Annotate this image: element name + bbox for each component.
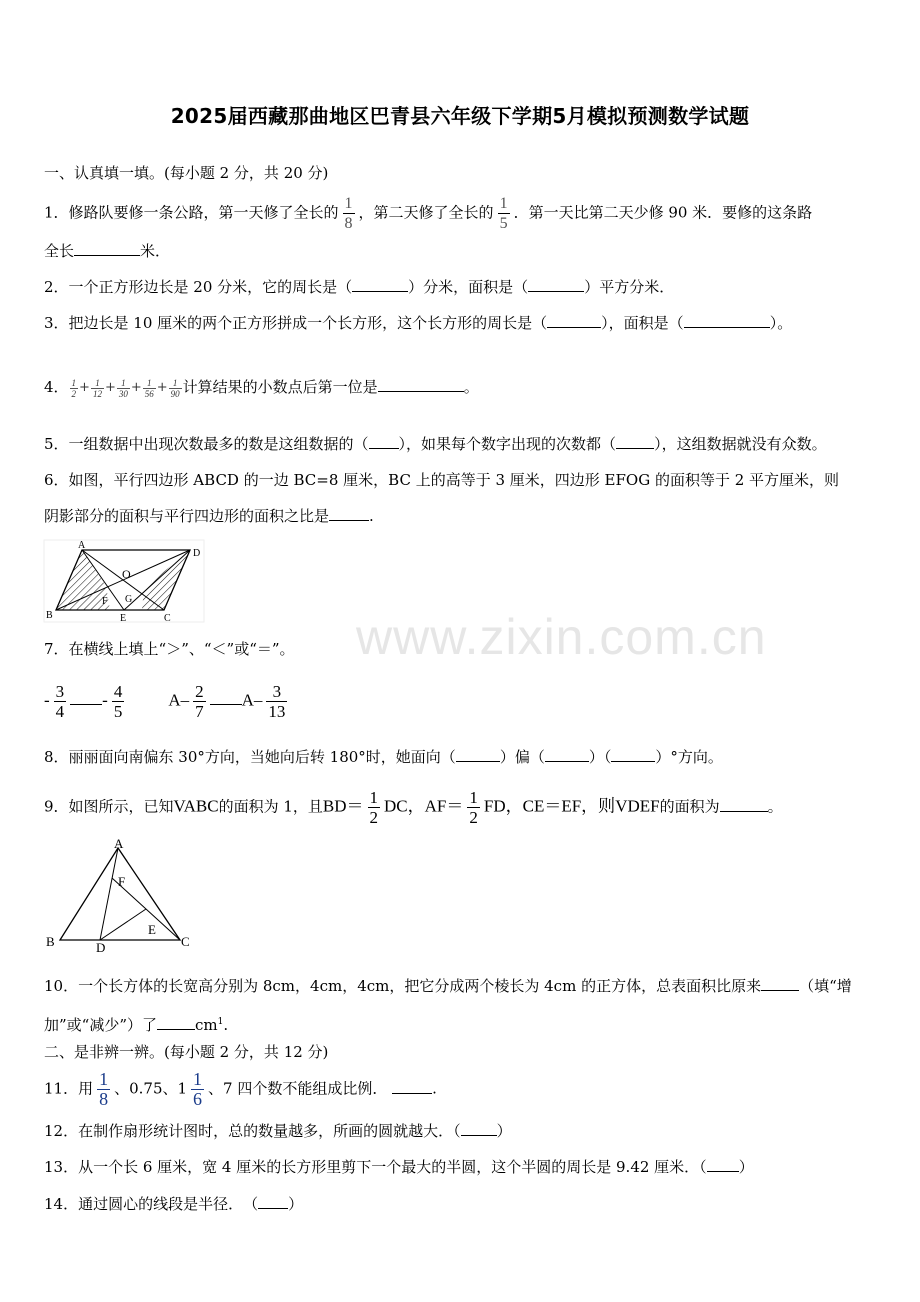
q4-f3-num: 1	[117, 378, 130, 389]
q11-fraction-1	[97, 1070, 110, 1109]
q4-fraction-2	[91, 378, 104, 399]
q2-text-b: ）分米，面积是（	[408, 278, 529, 296]
q4-text-a: 4．	[44, 378, 69, 396]
q2-text-a: 2．一个正方形边长是 20 分米，它的周长是（	[44, 278, 353, 296]
q5-blank-2[interactable]	[616, 434, 654, 449]
q14-text-b: ）	[288, 1195, 304, 1213]
question-8	[44, 746, 723, 768]
q1-text-e: 米．	[140, 242, 171, 260]
q9-bd: BD＝	[322, 796, 364, 816]
q10-blank-2[interactable]	[157, 1015, 195, 1030]
q8-text-d: ）°方向。	[655, 748, 723, 766]
q5-blank-1[interactable]	[369, 434, 399, 449]
q7-fraction-2	[112, 682, 125, 721]
q11-text-a: 11．用	[44, 1079, 94, 1098]
question-1-line-2	[44, 240, 170, 262]
q7-blank-1[interactable]	[70, 690, 102, 705]
q3-blank-1[interactable]	[547, 313, 601, 328]
q7-f1-num: 3	[55, 682, 65, 701]
q9-f2-den: 2	[469, 808, 478, 827]
q8-text-a: 8．丽丽面向南偏东 30°方向，当她向后转 180°时，她面向（	[44, 748, 456, 766]
q4-plus-4: +	[156, 380, 168, 395]
q13-text-b: ）	[738, 1158, 754, 1176]
q9-fraction-1	[368, 788, 381, 827]
q9-blank[interactable]	[720, 797, 768, 812]
question-14	[44, 1193, 303, 1215]
q9-af: AF＝	[424, 796, 464, 816]
question-7-comparisons: - $\frac{3}{4}$ - $\frac{4}{5}$ A– $\frac{2}{7}$ A– $\frac{3}{13}$	[44, 682, 286, 721]
q9-fd: FD，	[483, 796, 523, 816]
q6-blank[interactable]	[329, 506, 369, 521]
q8-text-b: ）偏（	[499, 748, 545, 766]
q10-text-a: 10．一个长方体的长宽高分别为 8cm，4cm，4cm，把它分成两个棱长为 4cm 的正方体，总表面积比原来	[44, 977, 762, 995]
q4-f5-den: 90	[170, 388, 180, 399]
q4-plus-1: +	[79, 380, 90, 395]
q4-plus-3: +	[130, 380, 142, 395]
q7-blank-2[interactable]	[210, 690, 242, 705]
q7-f4-den: 13	[268, 702, 286, 721]
q1-text-a: 1．修路队要修一条公路，第一天修了全长的	[44, 203, 339, 222]
q4-f4-num: 1	[143, 378, 156, 389]
q11-text-c: 、7 四个数不能组成比例．	[208, 1079, 388, 1098]
question-3	[44, 312, 792, 334]
q2-text-c: ）平方分米．	[584, 278, 675, 296]
q10-superscript: 1	[217, 1017, 224, 1027]
q9-triangle-abc: VABC	[173, 796, 219, 816]
q9-label-a: A	[114, 836, 124, 851]
q1-f1-num: 1	[344, 195, 353, 212]
q2-blank-1[interactable]	[352, 277, 408, 292]
question-9	[44, 788, 783, 827]
q7-a-2: A	[241, 690, 254, 710]
q11-f2-num: 1	[193, 1069, 203, 1089]
q9-triangle-figure	[42, 836, 198, 952]
q3-blank-2[interactable]	[684, 313, 770, 328]
question-5	[44, 433, 827, 455]
watermark: www.zixin.com.cn	[356, 609, 767, 665]
q9-dc: DC，	[384, 796, 425, 816]
q7-f2-num: 4	[113, 682, 123, 701]
q1-text-b: ，第二天修了全长的	[358, 203, 494, 222]
q7-fraction-3	[193, 682, 206, 721]
q6-label-d: D	[193, 548, 201, 559]
q6-label-g: G	[125, 594, 133, 605]
q7-minus-2: -	[102, 690, 108, 710]
q13-blank[interactable]	[707, 1157, 739, 1172]
q7-fraction-4	[266, 682, 287, 721]
q4-f3-den: 30	[118, 388, 128, 399]
q4-text-c: 。	[463, 378, 479, 396]
q8-text-c: ）（	[588, 748, 612, 766]
q1-f2-num: 1	[499, 195, 508, 212]
q9-label-d: D	[96, 940, 106, 952]
question-1-line-1	[44, 194, 812, 233]
page-title: 2025届西藏那曲地区巴青县六年级下学期5月模拟预测数学试题	[170, 104, 750, 128]
q9-text-k: 。	[767, 797, 783, 816]
q4-f2-den: 12	[92, 388, 102, 399]
q9-f1-den: 2	[369, 808, 379, 827]
q4-plus-2: +	[104, 380, 116, 395]
q11-text-d: .	[432, 1079, 437, 1098]
q4-fraction-1	[70, 378, 79, 399]
question-13	[44, 1156, 754, 1178]
q10-blank-1[interactable]	[761, 976, 799, 991]
q4-f1-num: 1	[71, 377, 77, 388]
q7-fraction-1	[54, 682, 67, 721]
q1-fraction-1	[343, 194, 355, 233]
q9-ce-ef: CE＝EF，则	[522, 796, 616, 816]
q11-fraction-2	[191, 1070, 204, 1109]
q6-shaded-right	[142, 550, 190, 610]
q1-f1-den: 8	[344, 215, 353, 232]
q7-f3-den: 7	[195, 702, 204, 721]
q7-f4-num: 3	[266, 682, 287, 702]
q1-f2-den: 5	[499, 215, 508, 232]
q14-blank[interactable]	[258, 1194, 288, 1209]
q6-label-b: B	[46, 610, 53, 621]
q9-text-a: 9．如图所示，已知	[44, 797, 174, 816]
q5-text-c: ），这组数据就没有众数。	[654, 435, 827, 453]
q3-text-b: ），面积是（	[601, 314, 684, 332]
q9-line-de	[100, 909, 146, 940]
q9-label-e: E	[148, 922, 156, 937]
q1-text-d: 全长	[44, 242, 75, 260]
q9-label-b: B	[46, 934, 55, 949]
q10-text-c: 加”或“减少”）了	[44, 1016, 158, 1034]
q9-text-j: 的面积为	[659, 797, 720, 816]
q4-f5-num: 1	[169, 378, 182, 389]
q7-a-1: A	[168, 690, 181, 710]
q6-text-c: .	[369, 507, 374, 525]
question-4	[44, 376, 479, 399]
question-6-line-2	[44, 505, 374, 527]
q6-label-e: E	[120, 613, 127, 624]
q9-label-c: C	[181, 934, 190, 949]
q11-f1-den: 8	[99, 1089, 109, 1109]
q5-text-b: ），如果每个数字出现的次数都（	[398, 435, 617, 453]
q13-text-a: 13．从一个长 6 厘米，宽 4 厘米的长方形里剪下一个最大的半圆，这个半圆的周长是 9.42 厘米．（	[44, 1158, 707, 1176]
q7-f3-num: 2	[195, 682, 204, 701]
q3-text-a: 3．把边长是 10 厘米的两个正方形拼成一个长方形，这个长方形的周长是（	[44, 314, 548, 332]
q4-text-b: 计算结果的小数点后第一位是	[182, 378, 378, 396]
q4-f1-den: 2	[71, 388, 77, 399]
q3-text-c: ）。	[769, 314, 793, 332]
q4-fraction-3	[117, 378, 130, 399]
section-2-heading: 二、是非辨一辨。(每小题 2 分，共 12 分)	[44, 1043, 329, 1061]
q6-label-c: C	[164, 613, 171, 624]
question-2	[44, 276, 674, 298]
q11-f2-den: 6	[193, 1089, 203, 1109]
q12-text-a: 12．在制作扇形统计图时，总的数量越多，所画的圆就越大．（	[44, 1122, 461, 1140]
q4-f2-num: 1	[91, 378, 104, 389]
q6-parallelogram-figure	[42, 538, 208, 624]
q7-minus-1: -	[44, 690, 50, 710]
q4-fraction-5	[169, 378, 182, 399]
q11-text-b: 、0.75、1	[114, 1079, 188, 1098]
q11-blank[interactable]	[392, 1079, 432, 1094]
q11-f1-num: 1	[99, 1069, 109, 1089]
question-7-prompt: 7．在横线上填上“＞”、“＜”或“＝”。	[44, 640, 295, 658]
question-6-line-1: 6．如图，平行四边形 ABCD 的一边 BC=8 厘米，BC 上的高等于 3 厘米，四边形 EFOG 的面积等于 2 平方厘米，则	[44, 471, 840, 489]
q6-label-a: A	[78, 540, 86, 551]
q9-text-c: 的面积为 1，且	[218, 797, 323, 816]
q5-text-a: 5．一组数据中出现次数最多的数是这组数据的（	[44, 435, 369, 453]
section-1-heading: 一、认真填一填。(每小题 2 分，共 20 分)	[44, 164, 329, 182]
q8-blank-3[interactable]	[611, 747, 655, 762]
q6-label-o: O	[122, 567, 131, 581]
q4-f4-den: 56	[144, 388, 154, 399]
q6-text-b: 阴影部分的面积与平行四边形的面积之比是	[44, 507, 330, 525]
q6-label-f: F	[102, 596, 108, 607]
q10-text-e: .	[223, 1016, 229, 1034]
q7-f1-den: 4	[55, 702, 65, 721]
q10-text-d: cm	[195, 1016, 218, 1034]
q9-label-f: F	[118, 874, 126, 889]
question-10-line-1	[44, 975, 852, 997]
q9-triangle-def: VDEF	[615, 796, 660, 816]
q12-blank[interactable]	[461, 1121, 497, 1136]
q1-fraction-2	[498, 194, 510, 233]
q9-f2-num: 1	[469, 788, 478, 807]
q2-blank-2[interactable]	[528, 277, 584, 292]
q8-blank-2[interactable]	[545, 747, 589, 762]
q10-text-b: （填“增	[799, 977, 852, 995]
q1-text-c: ．第一天比第二天少修 90 米．要修的这条路	[513, 203, 813, 222]
q4-fraction-4	[143, 378, 156, 399]
question-11	[44, 1070, 437, 1109]
q4-blank[interactable]	[378, 377, 464, 392]
q14-text-a: 14．通过圆心的线段是半径． （	[44, 1195, 259, 1213]
q9-f1-num: 1	[369, 788, 379, 807]
q1-answer-blank[interactable]	[74, 241, 140, 256]
q8-blank-1[interactable]	[456, 747, 500, 762]
question-12	[44, 1120, 512, 1142]
q12-text-b: ）	[496, 1122, 512, 1140]
q7-f2-den: 5	[113, 702, 123, 721]
q9-fraction-2	[467, 788, 480, 827]
question-10-line-2	[44, 1011, 228, 1036]
